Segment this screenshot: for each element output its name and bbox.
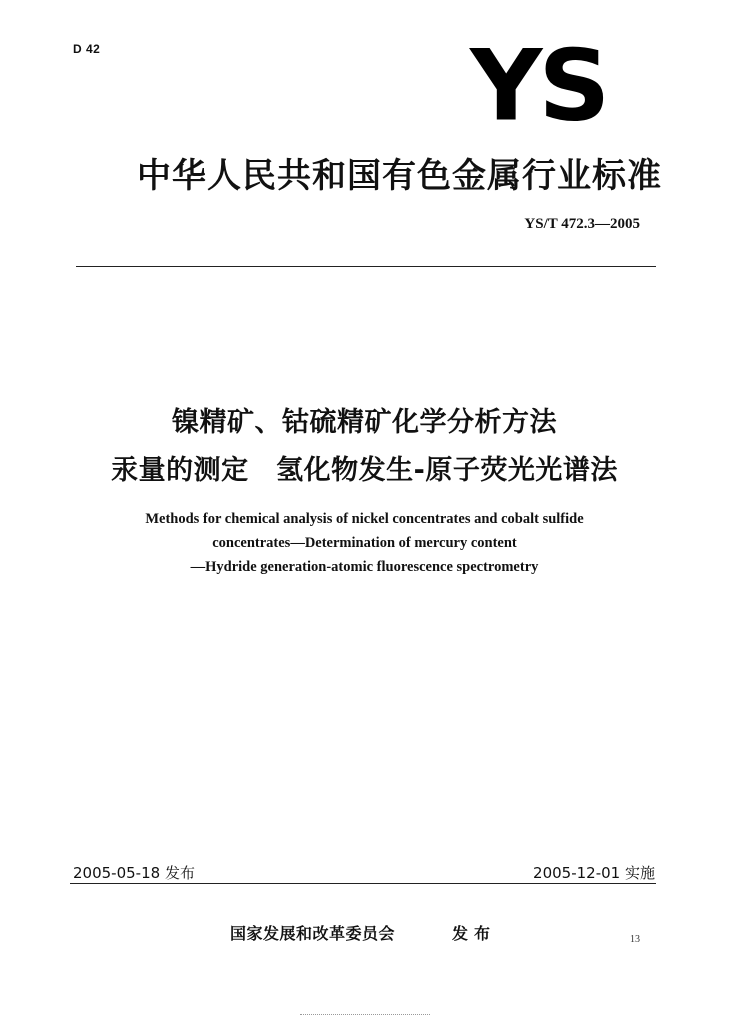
english-title-line-2: concentrates—Determination of mercury content xyxy=(212,535,517,551)
publish-label: 发布 xyxy=(452,924,497,943)
chinese-title-line-2: 汞量的测定 氢化物发生-原子荧光光谱法 xyxy=(111,455,618,486)
scan-artifact-mark xyxy=(300,1014,430,1019)
publisher: 国家发展和改革委员会 xyxy=(230,924,396,943)
ys-logo: YS xyxy=(470,28,607,143)
english-title-line-1: Methods for chemical analysis of nickel concentrates and cobalt sulfide xyxy=(145,511,584,527)
industry-standard-title: 中华人民共和国有色金属行业标准 xyxy=(137,156,662,196)
chinese-title-line-1: 镍精矿、钴硫精矿化学分析方法 xyxy=(172,407,557,438)
standard-number: YS/T 472.3—2005 xyxy=(524,216,640,232)
page-mark: 13 xyxy=(630,934,640,945)
english-title-line-3: —Hydride generation-atomic fluorescence spectrometry xyxy=(190,559,539,575)
issue-date: 2005-05-18 发布 xyxy=(73,864,195,882)
implementation-date: 2005-12-01 实施 xyxy=(533,864,655,882)
footer-divider xyxy=(70,883,656,884)
header-divider xyxy=(76,266,656,267)
classification-code: D 42 xyxy=(73,42,101,56)
